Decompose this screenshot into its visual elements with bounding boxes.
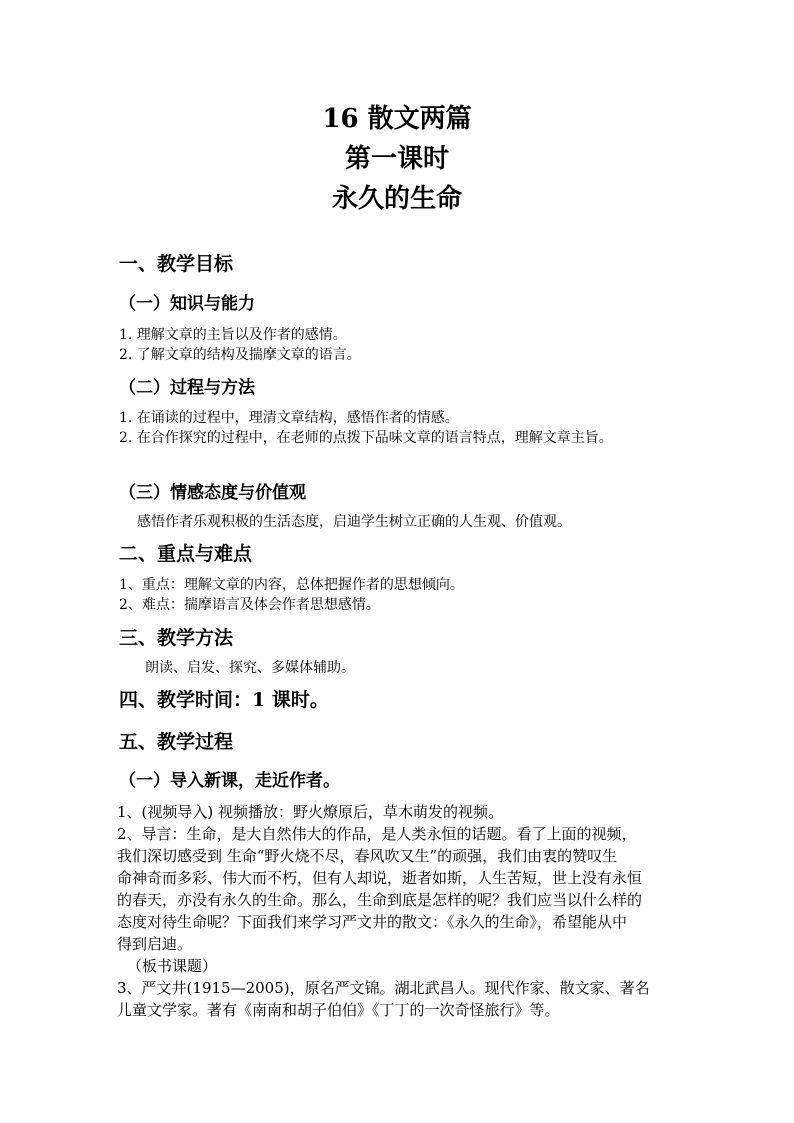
section5-line: 的春天，亦没有永久的生命。那么，生命到底是怎样的呢？我们应当以什么样的 <box>117 891 643 909</box>
section1-sub2-item: 2. 在合作探究的过程中，在老师的点拨下品味文章的语言特点，理解文章主旨。 <box>119 430 613 446</box>
section5-line: 态度对待生命呢？下面我们来学习严文井的散文：《永久的生命》，希望能从中 <box>117 913 628 931</box>
section5-line: 1、(视频导入) 视频播放：野火燎原后，草木萌发的视频。 <box>117 803 504 821</box>
section5-line: 2、导言：生命，是大自然伟大的作品，是人类永恒的话题。看了上面的视频， <box>117 825 637 843</box>
section4-heading: 四、教学时间：1 课时。 <box>119 689 329 711</box>
section3-heading: 三、教学方法 <box>119 627 234 649</box>
section1-sub2-item: 1. 在诵读的过程中，理清文章结构，感悟作者的情感。 <box>119 410 459 426</box>
section5-line: （板书课题） <box>127 957 218 975</box>
doc-title-line2: 第一课时 <box>344 144 449 174</box>
doc-title-line3: 永久的生命 <box>331 184 462 214</box>
section2-item: 2、难点：揣摩语言及体会作者思想感情。 <box>119 597 380 613</box>
section5-line: 我们深切感受到 生命“野火烧不尽，春风吹又生”的顽强，我们由衷的赞叹生 <box>117 847 618 865</box>
doc-title-line1: 16 散文两篇 <box>322 104 472 134</box>
section1-heading: 一、教学目标 <box>119 253 234 275</box>
section5-line: 得到启迪。 <box>117 935 193 953</box>
section5-line: 3、严文井(1915—2005)，原名严文锦。湖北武昌人。现代作家、散文家、著名 <box>117 979 650 997</box>
section1-sub1-heading: （一）知识与能力 <box>119 294 255 314</box>
section1-sub3-heading: （三）情感态度与价值观 <box>119 483 306 503</box>
section5-sub1-heading: （一）导入新课，走近作者。 <box>119 771 340 791</box>
section1-sub1-item: 1. 理解文章的主旨以及作者的感情。 <box>119 327 347 343</box>
section1-sub2-heading: （二）过程与方法 <box>119 378 255 398</box>
section2-heading: 二、重点与难点 <box>119 543 253 565</box>
section2-item: 1、重点：理解文章的内容，总体把握作者的思想倾向。 <box>119 577 464 593</box>
section5-line: 命神奇而多彩、伟大而不朽，但有人却说，逝者如斯，人生苦短，世上没有永恒 <box>117 869 643 887</box>
section1-sub3-text: 感悟作者乐观积极的生活态度，启迪学生树立正确的人生观、价值观。 <box>137 514 571 530</box>
section5-line: 儿童文学家。著有《南南和胡子伯伯》《丁丁的一次奇怪旅行》等。 <box>117 1001 560 1019</box>
section1-sub1-item: 2. 了解文章的结构及揣摩文章的语言。 <box>119 347 361 363</box>
section5-heading: 五、教学过程 <box>119 731 234 753</box>
section3-text: 朗读、启发、探究、多媒体辅助。 <box>145 660 355 676</box>
